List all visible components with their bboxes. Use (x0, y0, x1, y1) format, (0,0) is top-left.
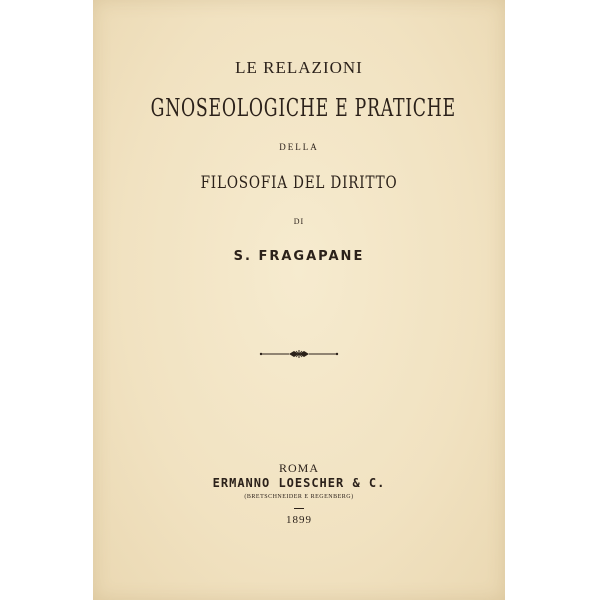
title-line-filosofia: FILOSOFIA DEL DIRITTO (200, 173, 398, 193)
imprint-dash (294, 508, 304, 509)
imprint-city: ROMA (278, 461, 319, 475)
title-line-relazioni: LE RELAZIONI (235, 58, 363, 77)
imprint-year: 1899 (286, 514, 312, 526)
title-page (93, 0, 505, 600)
title-line-gnoseologiche: GNOSEOLOGICHE E PRATICHE (150, 94, 456, 122)
typographic-rule-ornament-icon (259, 349, 339, 359)
imprint-printer: (BRETSCHNEIDER E REGENBERG) (244, 494, 354, 500)
imprint-publisher: ERMANNO LOESCHER & C. (212, 476, 386, 490)
author-name: S. FRAGAPANE (233, 249, 365, 264)
byline-di: DI (293, 217, 305, 226)
title-line-della: DELLA (279, 142, 319, 152)
